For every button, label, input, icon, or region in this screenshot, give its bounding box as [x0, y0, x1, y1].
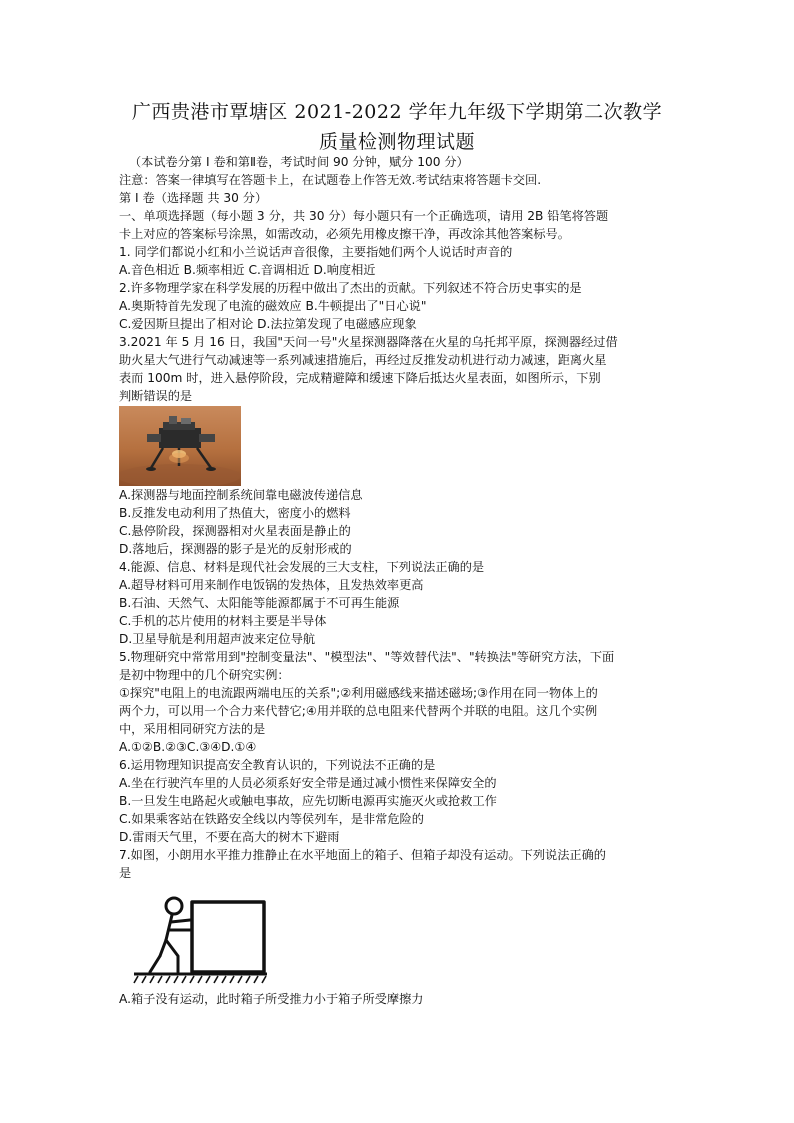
q1-stem: 1. 同学们都说小红和小兰说话声音很像，主要指她们两个人说话时声音的	[119, 245, 513, 259]
exam-title-line1: 广西贵港市覃塘区 2021-2022 学年九年级下学期第二次教学	[131, 101, 663, 123]
q5-stem-c: ①探究"电阻上的电流跟两端电压的关系";②利用磁感线来描述磁场;③作用在同一物体上的	[119, 686, 598, 700]
q3-stem-a: 3.2021 年 5 月 16 日，我国"天问一号"火星探测器降落在火星的乌托邦平原，探测器经过借	[119, 335, 618, 349]
q5-stem-e: 中，采用相同研究方法的是	[119, 722, 266, 736]
q3-option-a: A.探测器与地面控制系统间靠电磁波传递信息	[119, 488, 363, 502]
answer-notice: 注意：答案一律填写在答题卡上，在试题卷上作答无效.考试结束将答题卡交回.	[119, 173, 542, 187]
q3-option-d: D.落地后，探测器的影子是光的反射形戒的	[119, 542, 352, 556]
q7-option-a: A.箱子没有运动，此时箱子所受推力小于箱子所受摩擦力	[119, 992, 424, 1006]
q2-options-a: A.奥斯特首先发现了电流的磁效应 B.牛顿提出了"日心说"	[119, 299, 427, 313]
q3-option-b: B.反推发电动利用了热值大，密度小的燃料	[119, 506, 351, 520]
q3-stem-b: 助火星大气进行气动减速等一系列减速措施后，再经过反推发动机进行动力减速，距离火星	[119, 353, 607, 367]
q2-options-b: C.爱因斯旦提出了相对论 D.法拉第发现了电磁感应现象	[119, 317, 417, 331]
section1-instruction-a: 一、单项选择题（每小题 3 分，共 30 分）每小题只有一个正确选项，请用 2B 铅笔将答题	[119, 209, 609, 223]
q4-stem: 4.能源、信息、材料是现代社会发展的三大支柱，下列说法正确的是	[119, 560, 485, 574]
pushing-box-image	[132, 890, 269, 985]
q5-stem-b: 是初中物理中的几个研究实例：	[119, 668, 290, 682]
section1-instruction-b: 卡上对应的答案标号涂黑，如需改动，必须先用橡皮擦干净，再改涂其他答案标号。	[119, 227, 570, 241]
exam-title-line2: 质量检测物理试题	[318, 131, 475, 153]
q2-stem: 2.许多物理学家在科学发展的历程中做出了杰出的贡献。下列叙述不符合历史事实的是	[119, 281, 582, 295]
q6-option-d: D.雷雨天气里，不要在高大的树木下避雨	[119, 830, 340, 844]
q6-option-b: B.一旦发生电路起火或触电事故，应先切断电源再实施灭火或抢救工作	[119, 794, 497, 808]
q5-stem-d: 两个力，可以用一个合力来代替它;④用并联的总电阻来代替两个并联的电阻。这几个实例	[119, 704, 598, 718]
part1-heading: 第 I 卷（选择题 共 30 分）	[119, 191, 268, 205]
q6-option-c: C.如果乘客站在铁路安全线以内等侯列车，是非常危险的	[119, 812, 424, 826]
q1-options: A.音色相近 B.频率相近 C.音调相近 D.响度相近	[119, 263, 376, 277]
q7-stem-b: 是	[119, 866, 132, 880]
q5-stem-a: 5.物理研究中常常用到"控制变量法"、"模型法"、"等效替代法"、"转换法"等研究方法，下面	[119, 650, 615, 664]
q3-option-c: C.悬停阶段，探测器相对火星表面是静止的	[119, 524, 351, 538]
q6-stem: 6.运用物理知识提高安全教育认识的，下列说法不正确的是	[119, 758, 436, 772]
q5-options: A.①②B.②③C.③④D.①④	[119, 740, 257, 754]
q3-stem-d: 判断错误的是	[119, 389, 193, 403]
q4-option-a: A.超导材料可用来制作电饭锅的发热体，且发热效率更高	[119, 578, 424, 592]
q3-stem-c: 表而 100m 时，进入悬停阶段，完成精避障和缓速下降后抵达火星表面，如图所示，下别	[119, 371, 601, 385]
exam-scope-note: （本试卷分第 I 卷和第Ⅱ卷，考试时间 90 分钟，赋分 100 分）	[129, 155, 469, 169]
q4-option-c: C.手机的芯片使用的材料主要是半导体	[119, 614, 327, 628]
mars-lander-image	[119, 406, 241, 486]
q4-option-b: B.石油、天然气、太阳能等能源都属于不可再生能源	[119, 596, 400, 610]
q7-stem-a: 7.如图，小朗用水平推力推静止在水平地面上的箱子、但箱子却没有运动。下列说法正确的	[119, 848, 606, 862]
q4-option-d: D.卫星导航是利用超声波来定位导航	[119, 632, 316, 646]
q6-option-a: A.坐在行驶汽车里的人员必须系好安全带是通过减小惯性来保障安全的	[119, 776, 497, 790]
